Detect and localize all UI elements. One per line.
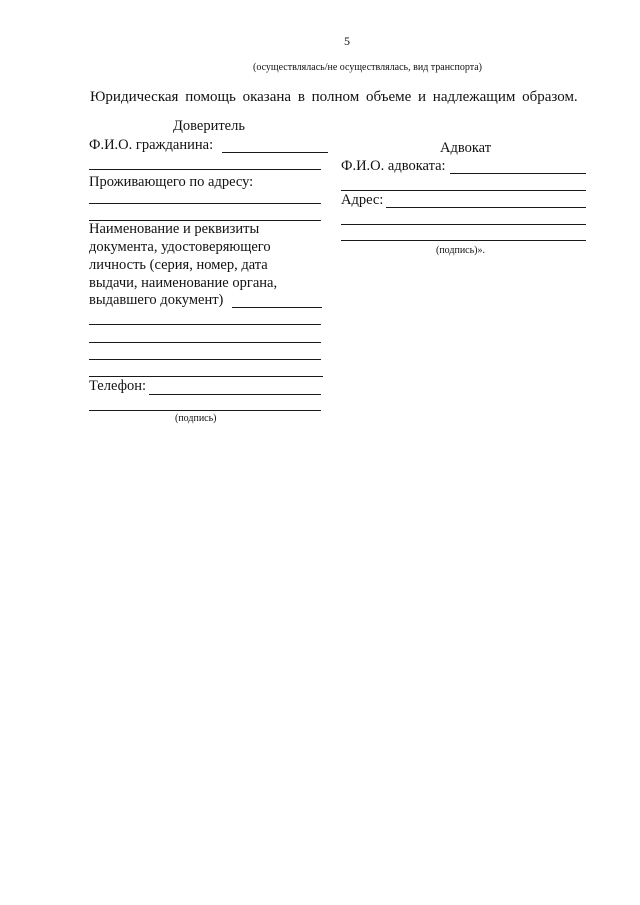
lawyer-name-field-2[interactable] [341,190,586,191]
lawyer-address-field[interactable] [386,207,586,208]
document-label-line-3: личность (серия, номер, дата [89,257,268,273]
transport-caption: (осуществлялась/не осуществлялась, вид транспорта) [253,62,482,73]
statement-text: Юридическая помощь оказана в полном объеме и надлежащим образом. [90,89,578,105]
principal-document-field-3[interactable] [89,342,321,343]
document-label-line-5: выдавшего документ) [89,292,224,308]
principal-name-field[interactable] [222,152,328,153]
document-label-line-2: документа, удостоверяющего [89,239,271,255]
page-number: 5 [344,34,350,48]
principal-name-label: Ф.И.О. гражданина: [89,137,214,153]
lawyer-heading: Адвокат [440,140,492,156]
principal-document-field-5[interactable] [89,376,323,377]
document-label-line-4: выдачи, наименование органа, [89,275,278,291]
principal-document-field-4[interactable] [89,359,321,360]
principal-name-field-2[interactable] [89,169,321,170]
principal-document-field-2[interactable] [89,324,321,325]
principal-address-field[interactable] [89,203,321,204]
lawyer-signature-field[interactable] [341,240,586,241]
lawyer-address-label: Адрес: [341,192,384,208]
principal-address-label: Проживающего по адресу: [89,174,254,190]
principal-phone-label: Телефон: [89,378,147,394]
principal-signature-caption: (подпись) [175,413,217,424]
principal-signature-field[interactable] [89,410,321,411]
lawyer-address-field-2[interactable] [341,224,586,225]
lawyer-name-field[interactable] [450,173,586,174]
principal-phone-field[interactable] [149,394,321,395]
principal-heading: Доверитель [173,118,245,134]
principal-document-field[interactable] [232,307,322,308]
lawyer-name-label: Ф.И.О. адвоката: [341,158,446,174]
lawyer-signature-caption: (подпись)». [436,245,486,256]
document-label-line-1: Наименование и реквизиты [89,221,260,237]
